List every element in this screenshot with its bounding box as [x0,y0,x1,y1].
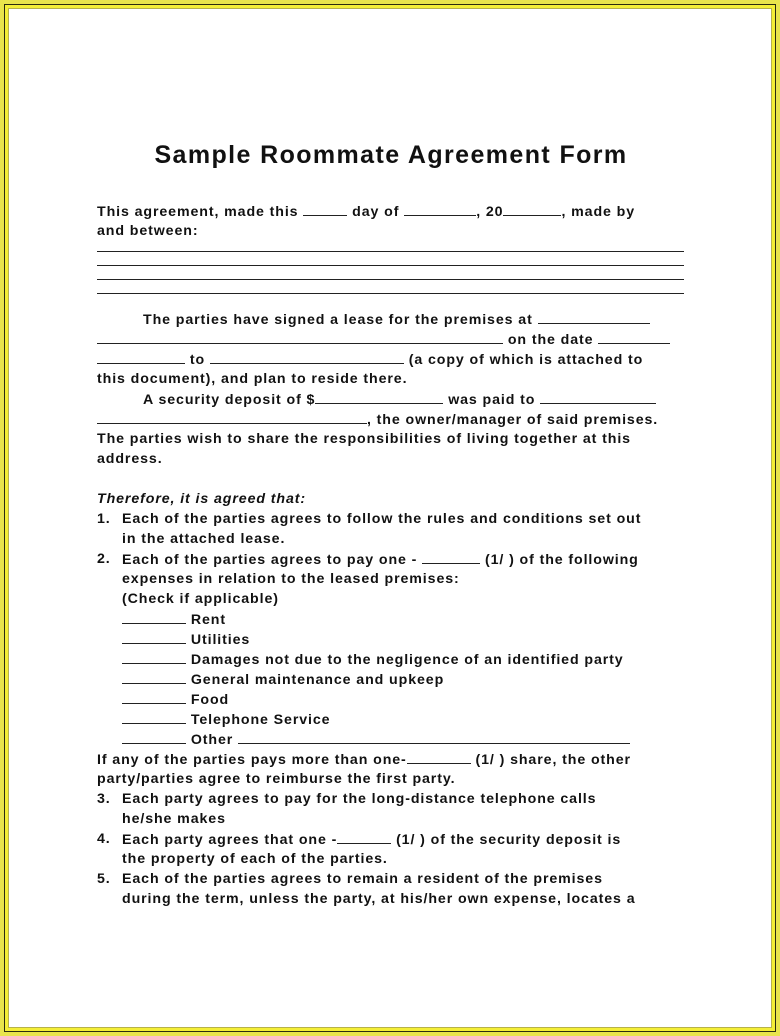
check-row-damages [97,649,710,669]
check-row-food [97,689,710,709]
party-name-line-1[interactable] [97,251,684,252]
lease-text-6: , the owner/manager of said premises. [367,412,659,428]
item-1-line-2: in the attached lease. [122,531,286,547]
check-blank-other[interactable] [122,729,186,744]
check-label-other: Other [190,732,234,748]
end-date-blank[interactable] [210,349,404,364]
check-blank-telephone[interactable] [122,709,186,724]
check-label-utilities: Utilities [190,632,251,648]
share-text-b: (1/ ) share, the other [475,752,631,768]
paid-to-text: was paid to [448,392,536,408]
check-blank-maintenance[interactable] [122,669,186,684]
check-blank-damages[interactable] [122,649,186,664]
deposit-text: A security deposit of $ [143,392,316,408]
lease-text-3b: (a copy of which is attached to [408,352,644,368]
lease-line-4: this document), and plan to reside there. [97,371,408,387]
intro-text-b: day of [352,204,400,220]
deposit-share-blank[interactable] [337,829,391,844]
item-4-number: 4. [97,831,111,847]
document-title: Sample Roommate Agreement Form [154,141,628,169]
item-3-number: 3. [97,791,111,807]
premises-blank[interactable] [538,309,650,324]
item-4-text-b: (1/ ) of the security deposit is [396,832,622,848]
intro-text-c: , 20 [476,204,504,220]
item-3-line-2: he/she makes [122,811,226,827]
check-row-other [97,729,710,749]
deposit-amount-blank[interactable] [315,389,443,404]
check-label-telephone: Telephone Service [190,712,331,728]
check-blank-utilities[interactable] [122,629,186,644]
start-date-cont-blank[interactable] [97,349,185,364]
owner-manager-blank[interactable] [97,409,367,424]
item-2-line-1 [97,549,710,569]
lease-text-1: The parties have signed a lease for the premises at [143,312,533,328]
lease-line-7: The parties wish to share the responsibilities of living together at this [97,431,631,447]
item-5-line-2: during the term, unless the party, at his/her own expense, locates a [122,891,636,907]
item-5-text-1: Each of the parties agrees to remain a resident of the premises [122,871,603,887]
intro-text-d: , made by [561,204,636,220]
item-1-text-1: Each of the parties agrees to follow the rules and conditions set out [122,511,642,527]
paid-to-blank[interactable] [540,389,656,404]
item-2-line-3: (Check if applicable) [122,591,279,607]
lease-line-1 [97,309,731,329]
expense-share-blank[interactable] [422,549,480,564]
start-date-blank[interactable] [598,329,670,344]
document-page [8,8,772,1028]
lease-line-5 [97,389,731,409]
party-name-line-4[interactable] [97,293,684,294]
lease-line-8: address. [97,451,163,467]
intro-line-1 [97,201,685,221]
check-label-food: Food [190,692,230,708]
check-row-utilities [97,629,710,649]
item-1-line-1 [97,509,710,529]
check-label-damages: Damages not due to the negligence of an identified party [190,652,624,668]
lease-line-2 [97,329,685,349]
party-name-line-2[interactable] [97,265,684,266]
intro-text-a: This agreement, made this [97,204,299,220]
premises-address-blank[interactable] [97,329,503,344]
check-row-maintenance [97,669,710,689]
item-3-line-1 [97,789,710,809]
item-4-line-2: the property of each of the parties. [122,851,388,867]
item-5-number: 5. [97,871,111,887]
lease-line-3 [97,349,685,369]
item-2-number: 2. [97,551,111,567]
intro-line-2: and between: [97,223,199,239]
item-2-line-2: expenses in relation to the leased premises: [122,571,460,587]
lease-line-6 [97,409,685,429]
check-row-telephone [97,709,710,729]
day-blank[interactable] [303,201,347,216]
frame-inner [4,4,776,1032]
lease-text-3a: to [189,352,206,368]
item-2-text-b: (1/ ) of the following [484,552,639,568]
check-label-maintenance: General maintenance and upkeep [190,672,445,688]
check-blank-rent[interactable] [122,609,186,624]
check-blank-food[interactable] [122,689,186,704]
share-line-2: party/parties agree to reimburse the first party. [97,771,456,787]
item-2-text-a: Each of the parties agrees to pay one - [122,552,418,568]
share-blank[interactable] [407,749,471,764]
lease-text-2: on the date [507,332,594,348]
item-3-text-1: Each party agrees to pay for the long-distance telephone calls [122,791,597,807]
item-4-line-1 [97,829,710,849]
other-description-blank[interactable] [238,729,630,744]
month-blank[interactable] [404,201,476,216]
item-1-number: 1. [97,511,111,527]
item-5-line-1 [97,869,710,889]
therefore-heading: Therefore, it is agreed that: [97,491,306,507]
check-label-rent: Rent [190,612,226,628]
year-blank[interactable] [503,201,561,216]
check-row-rent [97,609,710,629]
share-line-1 [97,749,685,769]
item-4-text-a: Each party agrees that one - [122,832,338,848]
share-text-a: If any of the parties pays more than one- [97,752,407,768]
party-name-line-3[interactable] [97,279,684,280]
